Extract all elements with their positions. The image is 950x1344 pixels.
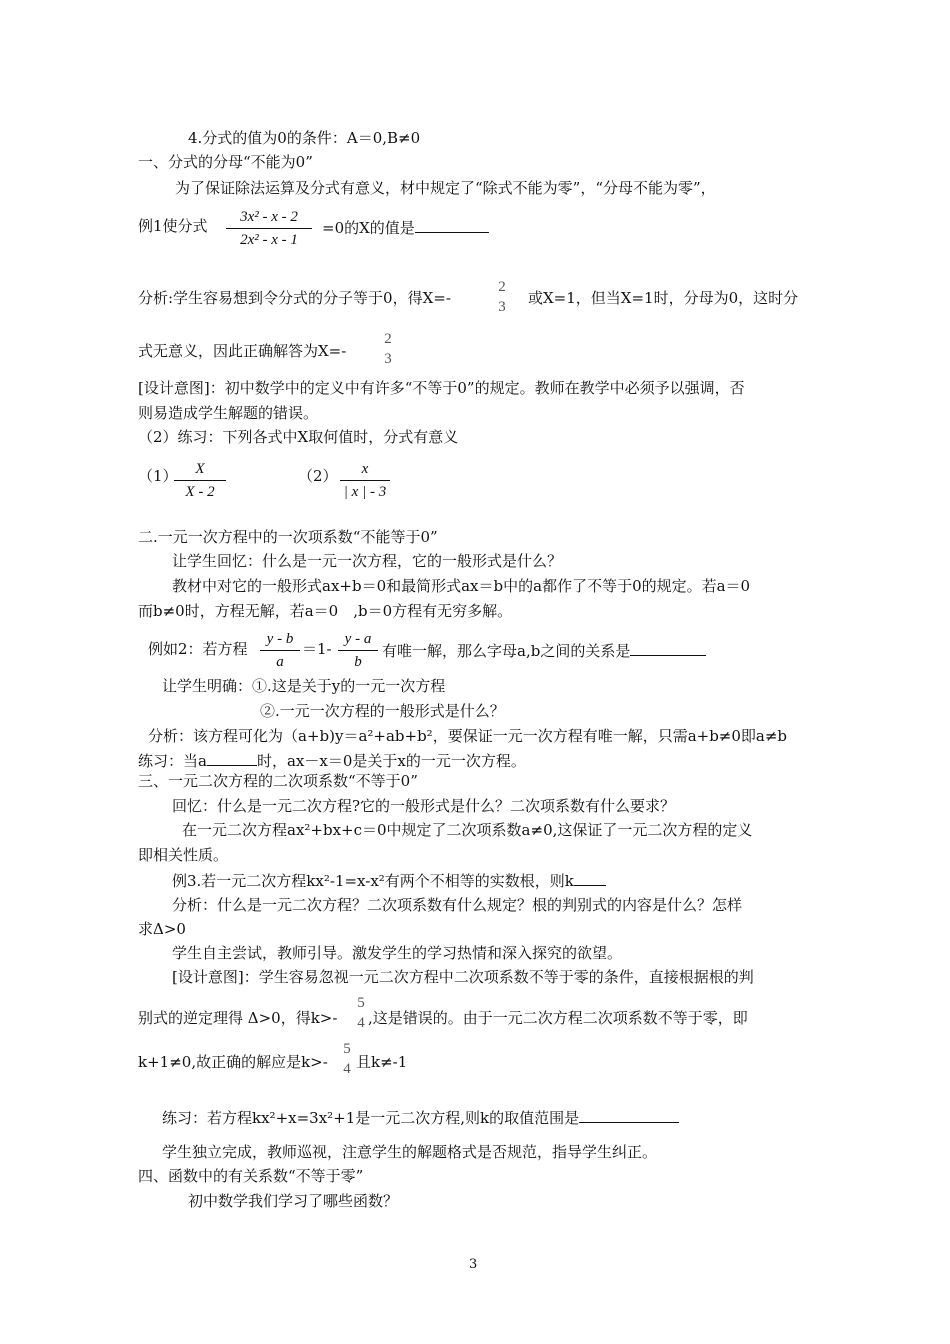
design-intent-2: [设计意图]：学生容易忽视一元二次方程中二次项系数不等于零的条件，直接根据根的判 bbox=[172, 968, 754, 986]
section-3-heading: 三、一元二次方程的二次项系数“不等于0” bbox=[138, 772, 418, 790]
practice-item-1-label: （1） bbox=[138, 467, 178, 485]
section-1-heading: 一、分式的分母“不能为0” bbox=[138, 153, 313, 171]
fraction-numerator: 2 bbox=[498, 279, 506, 295]
design-intent-2-line-cont: ,这是错误的。由于一元二次方程二次项系数不等于零，即 bbox=[368, 1009, 748, 1027]
paragraph: 即相关性质。 bbox=[138, 846, 229, 864]
practice-heading: （2）练习：下列各式中X取何值时，分式有意义 bbox=[138, 428, 459, 446]
fraction-numerator: y - a bbox=[344, 631, 372, 647]
paragraph: 为了保证除法运算及分式有意义，材中规定了“除式不能为零”，“分母不能为零”， bbox=[175, 179, 716, 197]
paragraph: 教材中对它的一般形式ax+b＝0和最简形式ax＝b中的a都作了不等于0的规定。若a＝0 bbox=[172, 577, 751, 595]
example-3 bbox=[172, 869, 606, 891]
fraction-numerator: y - b bbox=[266, 631, 294, 647]
practice-text-a: 练习：当a bbox=[138, 752, 207, 770]
paragraph: 回忆：什么是一元二次方程?它的一般形式是什么？二次项系数有什么要求？ bbox=[172, 797, 676, 815]
analysis-line-4: 分析：什么是一元二次方程？二次项系数有什么规定？根的判别式的内容是什么？怎样 bbox=[172, 896, 743, 914]
fraction-denominator: 3 bbox=[384, 351, 392, 367]
answer-blank bbox=[579, 1106, 679, 1123]
analysis-line-4-cont: 求Δ>0 bbox=[138, 920, 186, 938]
fraction-numerator: 3x² - x - 2 bbox=[240, 209, 298, 225]
fraction-denominator: 4 bbox=[343, 1061, 351, 1077]
practice-fraction-1 bbox=[174, 458, 226, 503]
example-1-text: =0的X的值是 bbox=[322, 219, 415, 237]
analysis-line: 分析:学生容易想到令分式的分子等于0，得X=- bbox=[138, 289, 451, 307]
fraction-denominator: 2x² - x - 1 bbox=[240, 232, 298, 248]
design-intent-cont: 则易造成学生解题的错误。 bbox=[138, 404, 319, 422]
correct-answer-cont: 且k≠-1 bbox=[356, 1053, 408, 1071]
fraction-numerator: x bbox=[361, 461, 369, 477]
fraction-two-thirds-answer bbox=[380, 329, 396, 369]
fraction-y-minus-a bbox=[338, 628, 378, 673]
correct-answer-line: k+1≠0,故正确的解应是k>- bbox=[138, 1053, 328, 1071]
fraction-numerator: 5 bbox=[357, 995, 365, 1011]
answer-blank bbox=[415, 216, 489, 233]
paragraph: 学生自主尝试，教师引导。激发学生的学习热情和深入探究的欲望。 bbox=[172, 944, 623, 962]
example-2-equals: ＝1- bbox=[302, 640, 332, 658]
fraction-two-thirds bbox=[494, 277, 510, 317]
paragraph: 在一元二次方程ax²+bx+c＝0中规定了二次项系数a≠0,这保证了一元二次方程的定义 bbox=[182, 821, 753, 839]
answer-blank bbox=[207, 749, 257, 766]
design-intent: [设计意图]：初中数学中的定义中有许多“不等于0”的规定。教师在教学中必须予以强调，否 bbox=[138, 379, 745, 397]
fraction-numerator: 2 bbox=[384, 331, 392, 347]
fraction-denominator: b bbox=[354, 654, 362, 670]
practice-text: 练习：若方程kx²+x=3x²+1是一元二次方程,则k的取值范围是 bbox=[162, 1109, 580, 1127]
example-3-text: 例3.若一元二次方程kx²-1=x-x²有两个不相等的实数根，则k bbox=[172, 872, 574, 890]
design-intent-2-line: 别式的逆定理得 Δ>0，得k>- bbox=[138, 1009, 338, 1027]
clarify-line-2: ②.一元一次方程的一般形式是什么？ bbox=[260, 702, 505, 720]
paragraph: 学生独立完成，教师巡视，注意学生的解题格式是否规范，指导学生纠正。 bbox=[162, 1143, 658, 1161]
fraction-denominator: 4 bbox=[357, 1015, 365, 1031]
fraction-denominator: 3 bbox=[498, 299, 506, 315]
analysis-line-2: 式无意义，因此正确解答为X=- bbox=[138, 342, 347, 360]
fraction-denominator: a bbox=[276, 654, 284, 670]
practice-line bbox=[138, 749, 526, 771]
practice-line-2 bbox=[162, 1106, 679, 1128]
paragraph: 让学生回忆：什么是一元一次方程，它的一般形式是什么？ bbox=[172, 552, 563, 570]
example-2-label: 例如2：若方程 bbox=[148, 640, 248, 658]
analysis-line-cont: 或X=1，但当X=1时，分母为0，这时分 bbox=[528, 289, 799, 307]
paragraph: 初中数学我们学习了哪些函数？ bbox=[188, 1192, 399, 1210]
answer-blank bbox=[630, 639, 706, 656]
page-number: 3 bbox=[469, 1257, 478, 1272]
example-1-question bbox=[322, 216, 489, 238]
section-4-heading: 四、函数中的有关系数“不等于零” bbox=[138, 1167, 364, 1185]
fraction-example-1 bbox=[226, 206, 312, 251]
fraction-denominator: X - 2 bbox=[185, 484, 215, 500]
paragraph: 而b≠0时，方程无解，若a＝0 ,b＝0方程有无穷多解。 bbox=[138, 602, 513, 620]
section-2-heading: 二.一元一次方程中的一次项系数“不能等于0” bbox=[138, 528, 438, 546]
practice-fraction-2 bbox=[340, 458, 390, 503]
fraction-numerator: 5 bbox=[343, 1041, 351, 1057]
fraction-denominator: | x | - 3 bbox=[343, 484, 387, 500]
condition-line: 4.分式的值为0的条件：A＝0,B≠0 bbox=[188, 129, 421, 147]
fraction-y-minus-b bbox=[260, 628, 300, 673]
example-2-text: 有唯一解，那么字母a,b之间的关系是 bbox=[382, 642, 631, 660]
practice-text-b: 时，ax－x＝0是关于x的一元一次方程。 bbox=[256, 752, 526, 770]
fraction-five-fourths bbox=[354, 993, 368, 1033]
fraction-numerator: X bbox=[195, 461, 205, 477]
clarify-line: 让学生明确：①.这是关于y的一元一次方程 bbox=[162, 677, 446, 695]
fraction-five-fourths-answer bbox=[340, 1039, 354, 1079]
analysis-line-3: 分析：该方程可化为（a+b)y＝a²+ab+b²，要保证一元一次方程有唯一解，只需a+b≠0即a≠b bbox=[148, 727, 788, 745]
example-2-question bbox=[382, 639, 706, 661]
practice-item-2-label: （2） bbox=[298, 467, 338, 485]
answer-blank bbox=[574, 869, 606, 886]
example-1-label: 例1使分式 bbox=[138, 217, 208, 235]
